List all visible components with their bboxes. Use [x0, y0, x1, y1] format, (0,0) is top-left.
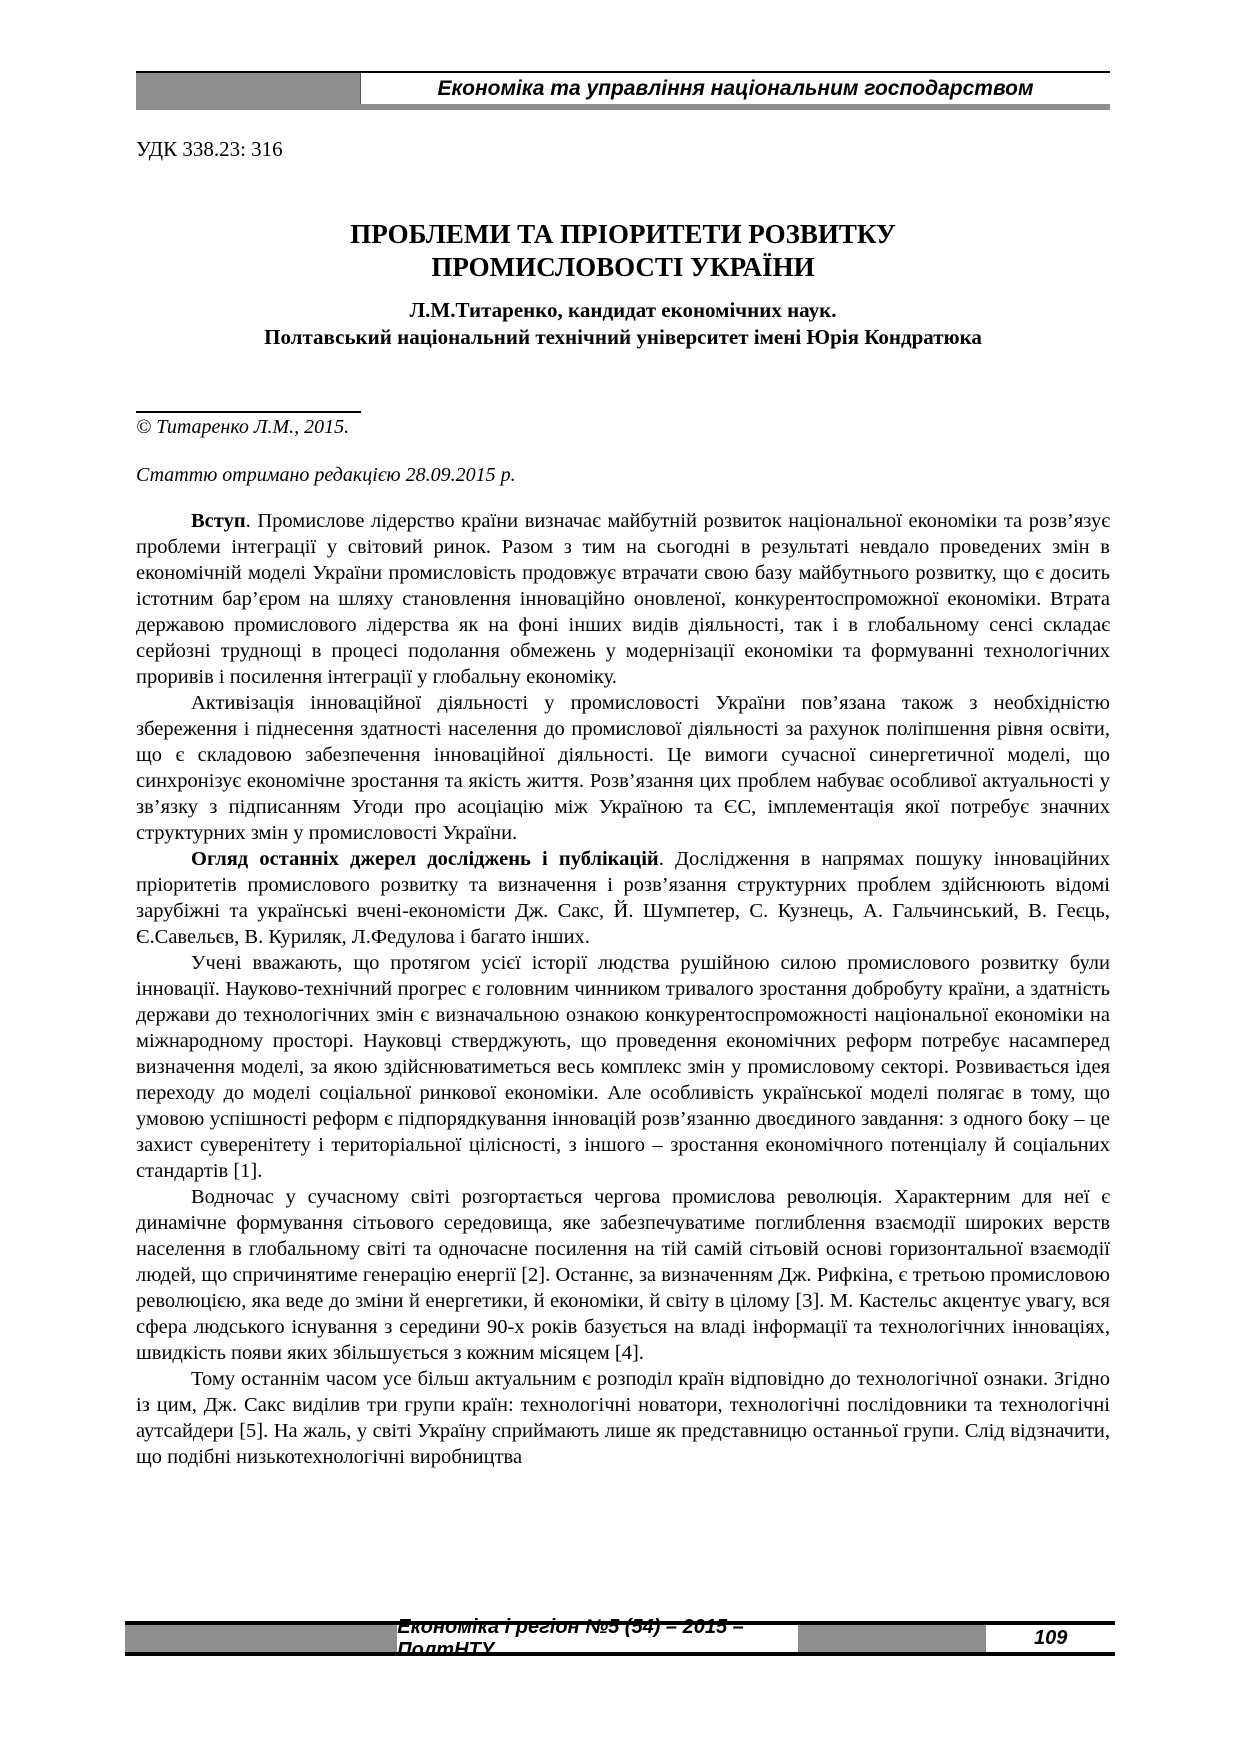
footer-gray-block-right [798, 1625, 986, 1652]
footer-row [125, 1615, 1115, 1661]
author-name: Л.М.Титаренко, кандидат економічних наук. [409, 298, 837, 322]
author-block [136, 297, 1110, 351]
paragraph-lead: Вступ [191, 510, 246, 532]
paragraph-text: Активізація інноваційної діяльності у промисловості України пов’язана також з необхідністю збереження і піднесення здатності населення до промислової діяльності за рахунок поліпшення рівня освіти, що є складовою забезпечення інноваційної діяльності. Це вимоги сучасної синергетичної моделі, що синхронізує економічне зростання та якість життя. Розв’язання цих проблем набуває особливої актуальності у зв’язку з підписанням Угоди про асоціацію між Україною та ЄС, імплементація якої потребує значних структурних змін у промисловості України. [136, 692, 1110, 844]
paragraph-text: Учені вважають, що протягом усієї історії людства рушійною силою промислового розвитку були інновації. Науково-технічний прогрес є головним чинником тривалого зростання добробуту країни, а здатність держави до технологічних змін є визначальною ознакою конкурентоспроможності національної економіки на міжнародному просторі. Науковці стверджують, що проведення економічних реформ потребує насамперед визначення моделі, за якою здійснюватиметься весь комплекс змін у промисловому секторі. Розвивається ідея переходу до моделі соціальної ринкової економіки. Але особливість української моделі полягає в тому, що умовою успішності реформ є підпорядкування інновацій розв’язанню двоєдиного завдання: з одного боку – це захист суверенітету і територіальної цілісності, з іншого – зростання економічного потенціалу й соціальних стандартів [1]. [136, 952, 1110, 1182]
paragraph [136, 690, 1110, 846]
running-head-rule [136, 104, 1110, 110]
paragraph-text: . Промислове лідерство країни визначає майбутній розвиток національної економіки та розв’язує проблеми інтеграції у світовий ринок. Разом з тим на сьогодні в результаті невдало проведених змін в економічній моделі України промисловість продовжує втрачати свою базу майбутнього розвитку, що є досить істотним бар’єром на шляху становлення інноваційно оновленої, конкурентоспроможної економіки. Втрата державою промислового лідерства як на фоні інших видів діяльності, так і в глобальному сенсі складає серйозні труднощі в процесі подолання обмежень у модернізації економіки та формуванні технологічних проривів і посилення інтеграції у глобальну економіку. [136, 510, 1110, 688]
article-title-line1: ПРОБЛЕМИ ТА ПРІОРИТЕТИ РОЗВИТКУ [350, 219, 896, 249]
footer-journal-line: Економіка і регіон №5 (54) – 2015 – ПолтНТУ [397, 1615, 744, 1661]
running-head-row [136, 73, 1110, 104]
page-number: 109 [1033, 1627, 1068, 1649]
paragraph-text: Водночас у сучасному світі розгортається чергова промислова революція. Характерним для неї є динамічне формування сітьового середовища, яке забезпечуватиме поглиблення взаємодії широких верств населення в глобальному світі та одночасне посилення на тій самій сітьовій основі горизонтальної взаємодії людей, що спричинятиме генерацію енергії [2]. Останнє, за визначенням Дж. Рифкіна, є третьою промисловою революцією, яка веде до зміни й енергетики, й економіки, й світу в цілому [3]. М. Кастельс акцентує увагу, вся сфера людського існування з середини 90-х років базується на владі інформації та технологічних інноваціях, швидкість появи яких збільшується з кожним місяцем [4]. [136, 1186, 1110, 1364]
paragraph [136, 1366, 1110, 1470]
paragraph-text: Тому останнім часом усе більш актуальним є розподіл країн відповідно до технологічної ознаки. Згідно із цим, Дж. Сакс виділив три групи країн: технологічні новатори, технологічні послідовники та технологічні аутсайдери [5]. На жаль, у світі Україну сприймають лише як представницю останньої групи. Слід відзначити, що подібні низькотехнологічні виробництва [136, 1368, 1110, 1468]
paragraph [136, 950, 1110, 1184]
udk-code: УДК 338.23: 316 [136, 137, 283, 161]
page-footer [125, 1615, 1115, 1661]
running-head [136, 71, 1110, 110]
article-title-line2: ПРОМИСЛОВОСТІ УКРАЇНИ [431, 252, 815, 282]
page-content [0, 71, 1240, 1470]
article-title [136, 218, 1110, 284]
article-body [136, 508, 1110, 1470]
copyright-text: © Титаренко Л.М., 2015. [136, 416, 350, 438]
copyright-footnote [136, 411, 1110, 439]
received-date-note: Статтю отримано редакцією 28.09.2015 р. [136, 464, 516, 486]
footnote-rule [136, 411, 361, 413]
paragraph-lead: Огляд останніх джерел досліджень і публікацій [191, 848, 659, 870]
paragraph-vstup [136, 508, 1110, 690]
running-head-gray-block [136, 73, 361, 104]
paragraph-text: . Дослідження в напрямах пошуку інноваційних пріоритетів промислового розвитку та визначення і розв’язання структурних проблем здійснюють відомі зарубіжні та українські вчені-економісти Дж. Сакс, Й. Шумпетер, С. Кузнець, А. Гальчинський, В. Геєць, Є.Савельєв, В. Куриляк, Л.Федулова і багато інших. [136, 848, 1110, 948]
paragraph [136, 1184, 1110, 1366]
paragraph-ohliad [136, 846, 1110, 950]
footer-gray-block-left [125, 1625, 397, 1652]
section-title: Економіка та управління національним господарством [437, 76, 1034, 100]
author-affiliation: Полтавський національний технічний університет імені Юрія Кондратюка [264, 325, 982, 349]
